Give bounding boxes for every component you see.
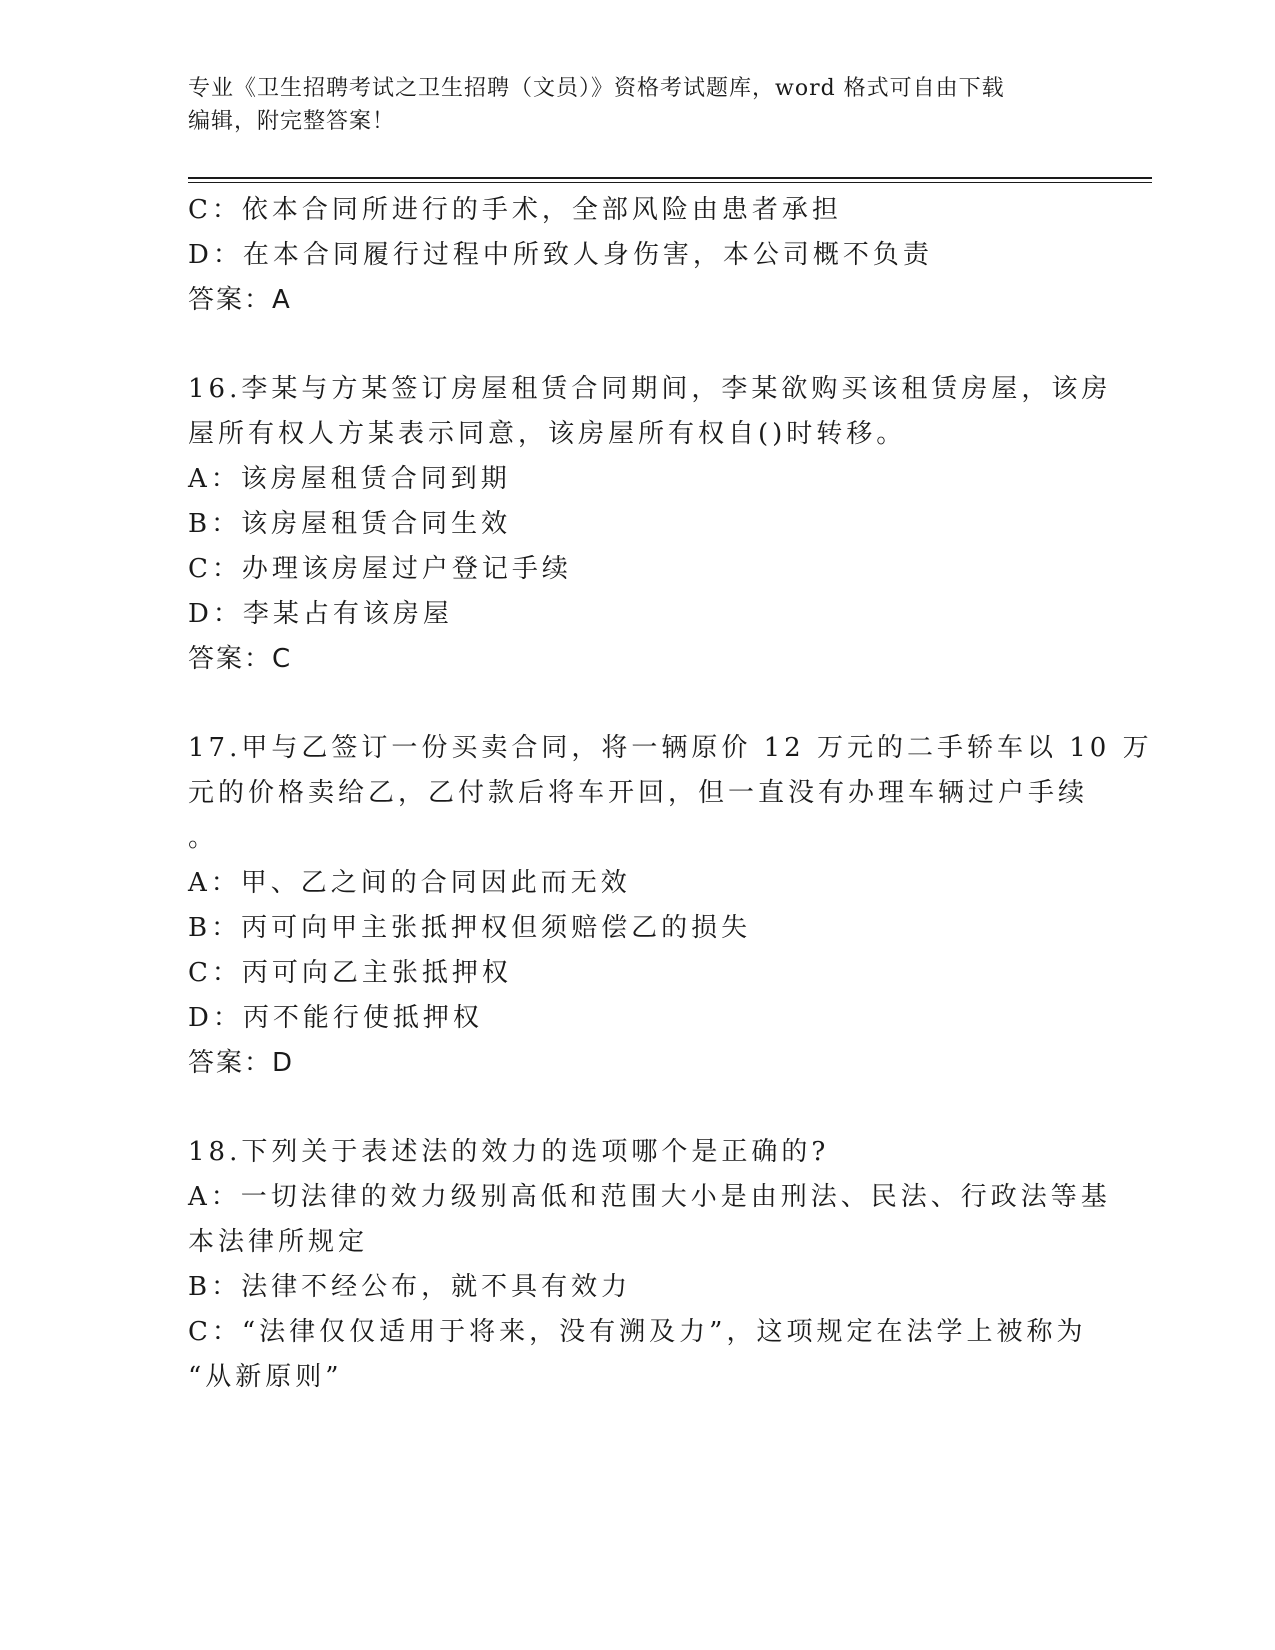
q17-stem-line-2: 元的价格卖给乙，乙付款后将车开回，但一直没有办理车辆过户手续 [188,778,1089,808]
question-15-continued [188,188,1068,323]
q17-answer: 答案：D [188,1048,295,1078]
q18-stem-line-1: 18.下列关于表述法的效力的选项哪个是正确的? [188,1137,830,1167]
q16-option-c: C：办理该房屋过户登记手续 [188,554,572,584]
question-content [188,188,1153,1400]
q16-option-b: B：该房屋租赁合同生效 [188,509,512,539]
q17-stem-line-3: 。 [188,823,219,853]
header-divider-thin [188,182,1152,183]
question-17 [188,726,1153,1086]
q15-option-c: C：依本合同所进行的手术，全部风险由患者承担 [188,195,842,225]
q16-option-d: D：李某占有该房屋 [188,599,453,629]
q16-answer: 答案：C [188,644,293,674]
q16-stem-line-1: 16.李某与方某签订房屋租赁合同期间，李某欲购买该租赁房屋，该房 [188,374,1112,404]
q16-stem-line-2: 屋所有权人方某表示同意，该房屋所有权自()时转移。 [188,419,907,449]
q16-option-a: A：该房屋租赁合同到期 [188,464,511,494]
page-header [188,72,1068,138]
header-line-1: 专业《卫生招聘考试之卫生招聘（文员）》资格考试题库，word 格式可自由下载 [188,76,1005,101]
question-16 [188,367,1112,682]
q17-option-d: D：丙不能行使抵押权 [188,1003,483,1033]
question-18 [188,1130,1111,1400]
q17-option-b: B：丙可向甲主张抵押权但须赔偿乙的损失 [188,913,752,943]
q17-stem-line-1: 17.甲与乙签订一份买卖合同，将一辆原价 12 万元的二手轿车以 10 万 [188,733,1153,763]
header-line-2: 编辑，附完整答案！ [188,109,396,134]
q18-option-a-line-2: 本法律所规定 [188,1227,369,1257]
q15-option-d: D：在本合同履行过程中所致人身伤害，本公司概不负责 [188,240,933,270]
q17-option-a: A：甲、乙之间的合同因此而无效 [188,868,631,898]
q18-option-c-line-2: “从新原则” [188,1362,343,1392]
q18-option-a-line-1: A：一切法律的效力级别高低和范围大小是由刑法、民法、行政法等基 [188,1182,1111,1212]
q18-option-b: B：法律不经公布，就不具有效力 [188,1272,632,1302]
q15-answer: 答案：A [188,285,292,315]
q18-option-c-line-1: C：“法律仅仅适用于将来，没有溯及力”，这项规定在法学上被称为 [188,1317,1087,1347]
q17-option-c: C：丙可向乙主张抵押权 [188,958,512,988]
header-divider-thick [188,177,1152,179]
